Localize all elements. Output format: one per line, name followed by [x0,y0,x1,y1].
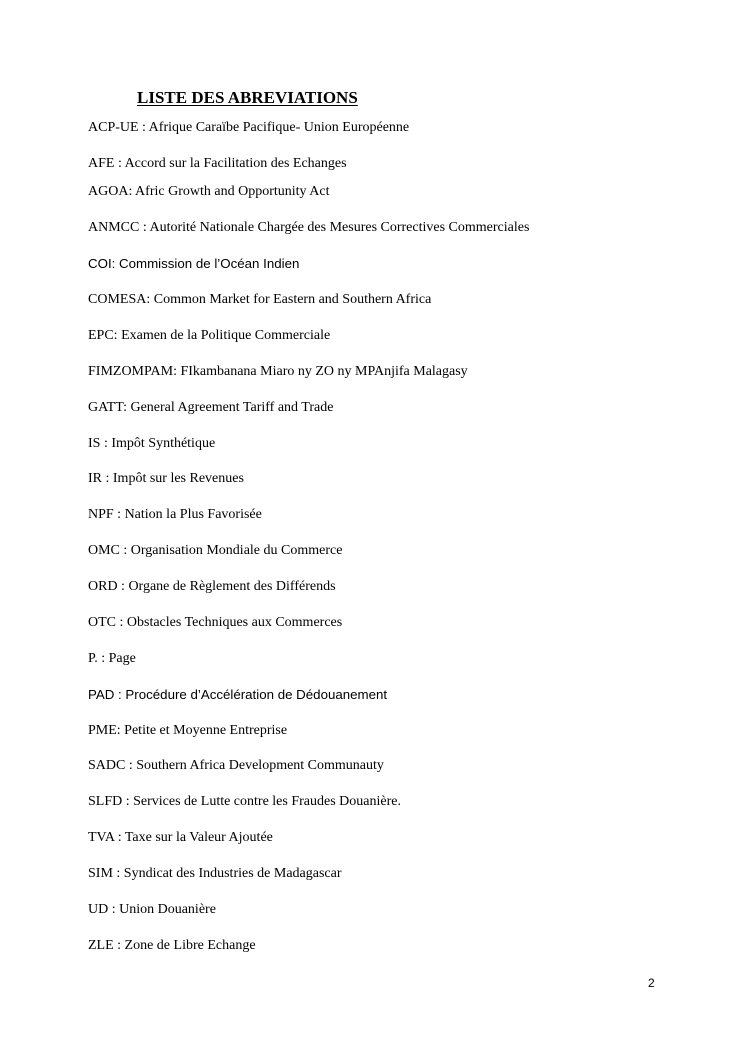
abbreviation-entry: COI: Commission de l’Océan Indien [88,256,300,271]
abbreviation-entry: OMC : Organisation Mondiale du Commerce [88,543,343,558]
abbreviation-entry: AFE : Accord sur la Facilitation des Echanges [88,156,347,171]
abbreviation-entry: COMESA: Common Market for Eastern and Southern Africa [88,292,432,307]
abbreviation-entry: ANMCC : Autorité Nationale Chargée des Mesures Correctives Commerciales [88,220,530,235]
abbreviation-entry: ORD : Organe de Règlement des Différends [88,579,336,594]
page-title: LISTE DES ABREVIATIONS [137,88,358,107]
abbreviation-entry: OTC : Obstacles Techniques aux Commerces [88,615,343,630]
abbreviation-entry: GATT: General Agreement Tariff and Trade [88,400,334,415]
abbreviation-entry: EPC: Examen de la Politique Commerciale [88,328,331,343]
abbreviation-entry: IS : Impôt Synthétique [88,436,216,451]
abbreviation-entry: FIMZOMPAM: FIkambanana Miaro ny ZO ny MPAnjifa Malagasy [88,364,468,379]
abbreviation-entry: PAD : Procédure d’Accélération de Dédouanement [88,687,388,702]
abbreviation-entry: IR : Impôt sur les Revenues [88,471,244,486]
abbreviation-entry: PME: Petite et Moyenne Entreprise [88,723,288,738]
abbreviation-entry: SIM : Syndicat des Industries de Madagascar [88,866,342,881]
abbreviation-entry: TVA : Taxe sur la Valeur Ajoutée [88,830,273,845]
abbreviation-entry: SADC : Southern Africa Development Communauty [88,758,384,773]
abbreviation-entry: AGOA: Afric Growth and Opportunity Act [88,184,330,199]
abbreviation-entry: UD : Union Douanière [88,902,216,917]
abbreviation-entry: ACP-UE : Afrique Caraïbe Pacifique- Union Européenne [88,120,410,135]
abbreviation-entry: P. : Page [88,651,136,666]
page-number: 2 [648,976,655,990]
abbreviation-entry: NPF : Nation la Plus Favorisée [88,507,262,522]
abbreviation-entry: ZLE : Zone de Libre Echange [88,938,256,953]
abbreviation-entry: SLFD : Services de Lutte contre les Fraudes Douanière. [88,794,401,809]
